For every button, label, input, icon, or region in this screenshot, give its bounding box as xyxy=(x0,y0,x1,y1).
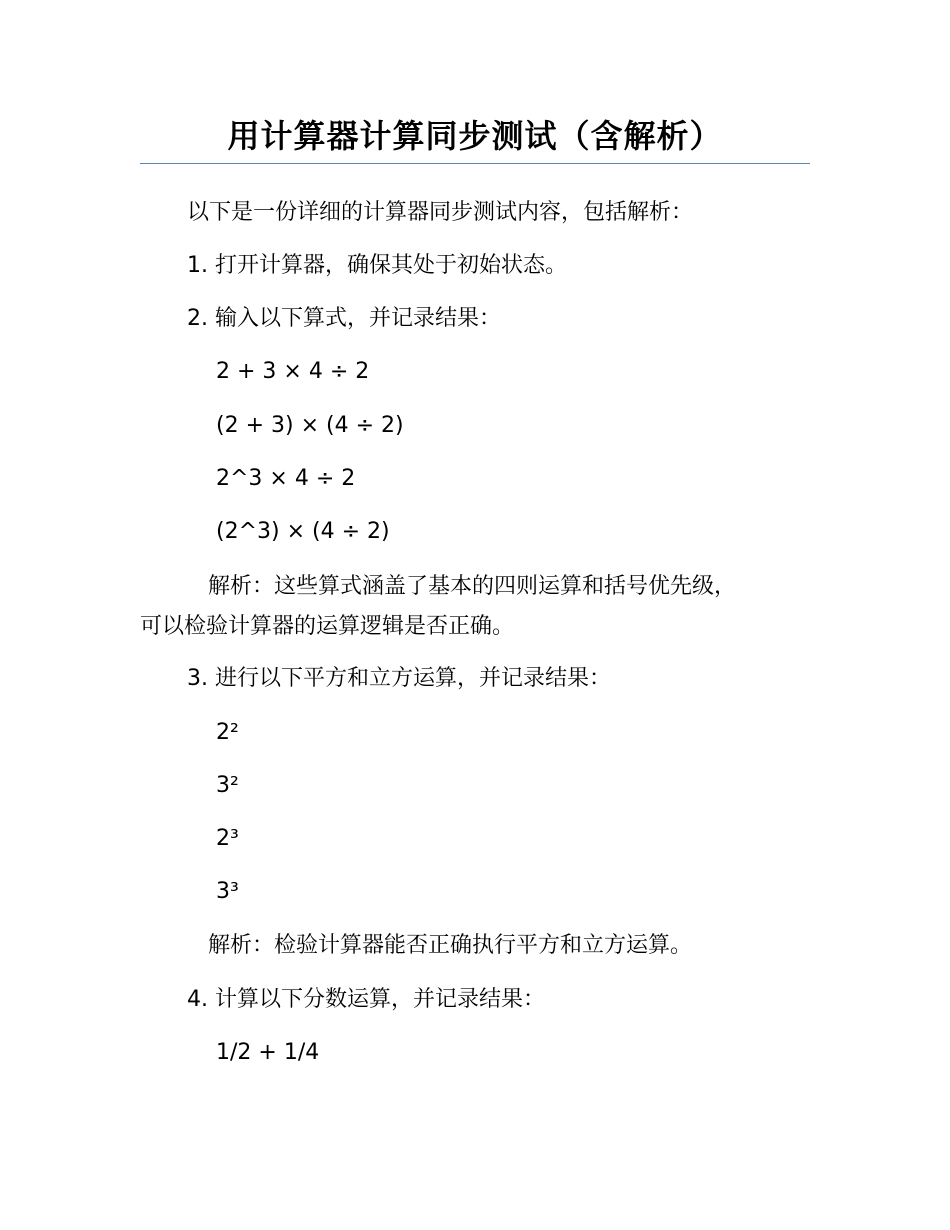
page-title: 用计算器计算同步测试（含解析） xyxy=(227,117,723,155)
power-item: 3³ xyxy=(216,879,239,904)
step-2-heading: 2. 输入以下算式，并记录结果： xyxy=(187,306,501,331)
intro-paragraph: 以下是一份详细的计算器同步测试内容，包括解析： xyxy=(187,200,694,225)
expression-item: (2^3) × (4 ÷ 2) xyxy=(216,519,390,544)
expression-item: (2 + 3) × (4 ÷ 2) xyxy=(216,413,404,438)
power-item: 2² xyxy=(216,720,239,745)
step-2-analysis: 解析：这些算式涵盖了基本的四则运算和括号优先级， xyxy=(208,574,737,599)
expression-item: 2^3 × 4 ÷ 2 xyxy=(216,466,356,491)
title-divider xyxy=(140,163,810,164)
step-1: 1. 打开计算器，确保其处于初始状态。 xyxy=(187,253,567,278)
step-3-heading: 3. 进行以下平方和立方运算，并记录结果： xyxy=(187,666,611,691)
step-3-analysis: 解析：检验计算器能否正确执行平方和立方运算。 xyxy=(208,933,693,958)
step-4-heading: 4. 计算以下分数运算，并记录结果： xyxy=(187,987,545,1012)
fraction-item: 1/2 + 1/4 xyxy=(216,1040,320,1065)
step-2-analysis-continued: 可以检验计算器的运算逻辑是否正确。 xyxy=(140,614,515,639)
expression-item: 2 + 3 × 4 ÷ 2 xyxy=(216,359,370,384)
power-item: 3² xyxy=(216,773,239,798)
power-item: 2³ xyxy=(216,826,239,851)
